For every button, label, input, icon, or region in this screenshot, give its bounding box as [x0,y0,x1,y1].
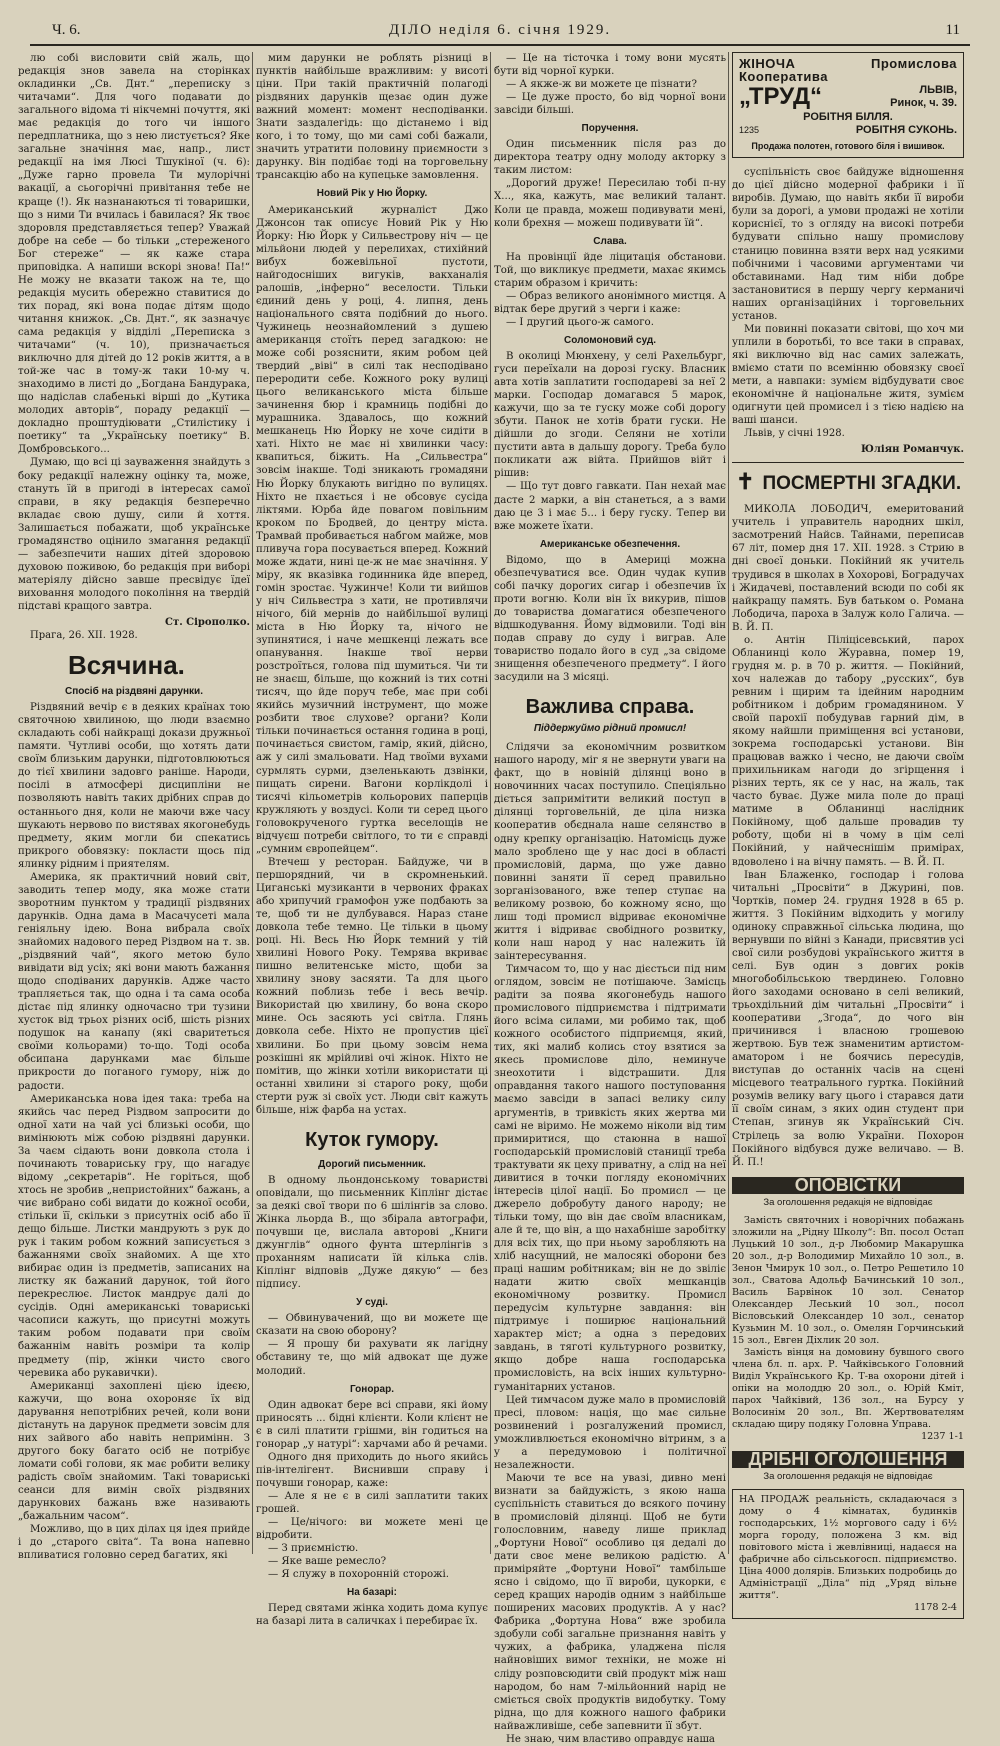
column-divider [490,52,491,1554]
article-paragraph: Можливо, що в цих ділах ця ідея прийде і до „старого світа“. Та вона напевно впливатися головно серед багатих, які [18,1524,250,1562]
article-paragraph: — Яке ваше ремесло? [268,1556,387,1568]
article-paragraph: — Але я не є в силі заплатити таких грошей. [256,1490,488,1515]
notices-banner: ОПОВІСТКИ [732,1177,964,1194]
ad-service-row [739,124,957,137]
article-paragraph: Маючи те все на увазі, дивно мені визнати за байдужість, з якою наша суспільність ставиться до всякого почину в промисловій ділянці. Щоб не бути голословним, наведу лише приклад „Фортуни Нової“ особливо ця дедалі до дати своє мене великою радістю. А приміряйте „Фортуни Нової“ тамбільше ясно і свідомо, що її вироби, цукорки, є серед кращих народів одним з найбільше поширених масових продуктів. А у нас? Фабрика „Фортуна Нова“ вже зробила здобули собі загальне признання навіть у чужих, а фабрика, уладжена після найновіших вимог техніки, не може ні сліду розповсюдити свій продукт між наш народом, бо нам 7-мільйонний нарід не сміється своїх продуктів видобутку. Тому рідна, що для кожного нашого фабрики найважливіше, себе запевнити її збут. [494,1472,726,1732]
masthead-date: ДІЛО неділя 6. січня 1929. [388,22,612,38]
ad-street: Ринок, ч. 39. [890,97,957,110]
article-paragraph: — І другий цього-ж самого. [506,316,654,328]
article-paragraph: Відомо, що в Америці можна обезпечуватися все. Один чудак купив собі пачку дорогих сигар і обезпечив їх проти вогню. Коли він їх викурив, пішов до товариства домагатися обезпеченого відшкодування. Йому відмовили. Тоді він подав справу до суду і виграв. Але товариство подало його в суд „за свідоме знищення обезпеченого предмету“. І його засудили на 3 місяці. [494,554,726,684]
article-paragraph: „Дорогий друже! Пересилаю тобі п-ну Х..., яка, кажуть, має великий талант. Коли це правда, можеш подивувати мені, коли брехня — можеш подивувати їй“. [494,178,726,229]
ad-address [890,84,957,110]
article-paragraph: Америка, як практичний новий світ, заводить тепер моду, яка може стати зворотним пунктом у традиції різдвяних дарунків. Одна дама в Масачусеті мала геніяльну ідею. Вона вибрала своїх знайомих надового перед Різдвом на т. зв. „різдвяний чай“, якого метою було вивідати від усіх; які вони мають бажання щодо сподіваних дарунків. Адже часто трапляється так, що одна і та сама особа дістає під ялинку одночасно три тузини хусток від трьох різних осіб, шість різних подушок на канапу (які сваритеться своїми кольорами) то-що. Тоді особа обсипана дарунками має більше прикрости до поганого гумору, ніж до радости. [18,871,250,1092]
section-title: Куток гумору. [305,1128,439,1151]
obituary-entry: о. Антін Піліцісевський, парох Обланинці коло Журавна, помер 19, грудня м. р. в 70 р. життя. — Покійний, хоч належав до табору „русских“, був ревним і щирим та ідейним народним робітником і добрим громадянином. У своїй парохії побудував гарний дім, в якому найшли приміщення всі установи, зокрема господарські установи. Він працював важко і чесно, не даючи своїм прихильникам нагоди до згірщення і різних терть, як се у нас, на жаль, так часто буває. Дуже мила поле до праці матиме в Обланинці наслідник Покійному, щоб дальше провадив ту роботу, щоби ні в чому в цім селі Покійний, у найчеснішім примірах, вдоволено і на вічну память. — В. Й. П. [732,634,964,868]
cross-icon: ✝ [736,469,755,495]
article-subtitle: На базарі: [346,1587,398,1599]
notices-disclaimer: За оголошення редакція не відповідає [763,1196,933,1208]
ad-title: ЖІНОЧА Промислова Кооператива [739,56,957,85]
article-subtitle: Дорогий письменник. [318,1158,426,1170]
article-paragraph: Американська нова ідея така: треба на якийсь час перед Різдвом запросити до одної хати на чай усі близькі особи, що вимінюють між собою різдвяні дарунки. За чаєм сідають вони довкола стола і починають товариську гру, що нагадує відому „секретарів“. Не горіться, щоб хтось не зробив „непристойних“ бажань, а чиє вибрано собі видати до кожної особи, стільки її, скільки з присутніх осіб або її дещо більше. Листки мандрують з рук до рук і таким робом кожний записується з бажаннями своїх знайомих. А ще хто вибирає один із предметів, записаних на листку як бажаний дарунок, той його перекреслює. Листок мандрує далі до сусідів. Одні американські товариські часописи кажуть, що присутні можуть таким робом подавати при своїм бажаннім навіть розміри та колір предмету (пір, жінки чисто свого черевика або рукавички). [18,1093,250,1379]
article-paragraph: На провінції йде ліцитація обстанови. Той, що викликує предмети, махає якимсь старим образом і кричить: [494,251,726,289]
article-paragraph: Одного дня приходить до нього якийсь пів-інтелігент. Виснивши справу і почувши гонорар, каже: [256,1451,488,1489]
obituary-entry: Іван Блаженко, господар і голова читальні „Просвіти“ в Джурині, пов. Чортків, помер 24. грудня 1928 в 65 р. життя. З Покійним відходить у могилу одиноку справжньої сільська людина, що вернувши по війні з Канади, присвятив усі свої сили розбудові українського життя в селі. Був один з довгих років многобобільською твердинею. Головно його заходами основано в селі великий, трьохдільний дім читальні „Просвіти“ і кооперативи „Згода“, до чого він причинився і власною грошевою жертвою. Був теж знаменитим артистом-аматором і не боячись пересудів, виступав до останніх часів на сцені місцевого театрального гуртка. Покійний розумів велику вагу цього і старався дати її своїм синам, з яких один студент при Степан, згинув як Український Січ. Стрілець за волю України. Похорон Покійного відбувся дуже величаво. — В. Й. П.! [732,869,964,1168]
article-paragraph: — Обвинувачений, що ви можете ще сказати на свою оборону? [256,1313,488,1338]
ad-brand: „ТРУД“ [739,83,823,111]
article-paragraph: Слідячи за економічним розвитком нашого народу, міг я не звернути уваги на факт, що в новіній ділянці воно в новочинних часах поступило. Спеціяльно діється запримітити великий поступ в ділянці торговельній, де ціла низка кооператив обєднала наше селянство в одну крепку організацію. Натомісць дуже мало зроблено ще у нас досі в області промисловій, дарма, що уже давно повинні заняти її серед правильно зорганізованого, вже тепер ступає на великому розвою, бо кожному ясно, що лиш тоді промисл відриває економічне життя і відриває свобідного розвитку, коли наш народ у нас належить їй заінтересування. [494,742,726,962]
article-paragraph: — Я прошу би рахувати як лагідну обставину те, що мій адвокат ще дуже молодий. [256,1339,488,1377]
ad-service: РОБІТНЯ СУКОНЬ. [855,124,957,137]
ad-service: РОБІТНЯ БІЛЛЯ. [803,111,893,124]
article-paragraph: — Це дуже просто, бо від чорної вони завсіди більші. [494,92,726,117]
classifieds-banner: ДРІБНІ ОГОЛОШЕННЯ [732,1451,964,1468]
article-subtitle: У суді. [356,1297,388,1309]
article-paragraph: суспільність своє байдуже відношення до цієї дійсно модерної фабрики і її виробів. Думаю, що навіть якби її вироби були за дорогі, а умови продажі не хотіли кориснієї, то з огляду на високі потреби будувати спільно нашу промислову станицю повинна взяти верх над усякими побічними і часовими аргументами чи обставинами. Над тим ніби добре застановитися в першу чергу керманичі наших організаційних і торговельних устанoв. [732,167,964,322]
article-paragraph: В одному льондонському товаристві оповідали, що письменник Кіплінг дістає за деякі свої твори по 6 шілінгів за слово. Жінка льорда В., що збірала автографи, почувши це, вислала авторові „Книги джунглів“ одного фунта штерлінгів з проханням написати їй кілька слів. Кіплінг відповів „Дуже дякую“ — без підпису. [256,1174,488,1291]
obituary-entry: МИКОЛА ЛОБОДИЧ, емеритований учитель і управитель народних шкіл, засмотрений Найсв. Тайнами, переписав 67 літ, помер дня 17. XII. 1928. з Стрию в дні своєї доньки. Покійний як учитель трудився в школах в Хохорові, Боградучах і Жидачеві, поставлений всюди по собі як найкращу память. Був батьком о. Романа Лободича, пароха в Залуж коло Галича. — В. Й. П. [732,504,964,633]
ad-brand-row [739,83,957,111]
dateline: Прага, 26. XII. 1928. [30,630,138,642]
article-subtitle: Новий Рік у Ню Йорку. [316,188,428,200]
column-divider [728,52,729,1554]
author-signature: Ст. Сірополко. [165,617,250,629]
classified-number: 1178 2-4 [914,1601,957,1613]
article-paragraph: Думаю, що всі ці зауваження знайдуть з боку редакції належну оцінку та, може, стануть їй в пригоді в інтересах самої справи, в яку редакція безперечно вкладає свою душу, сили й хоття. Залишається побажати, щоб українське громадянство оцінило змагання редакції — забезпечити наших дітей здоровою духовою поживою, бо редакція при виборі матеріялу дійсно завше пресвідує їдеї виховання молодого покоління на твердій підставі кращого завтра. [18,457,250,612]
article-subtitle: Спосіб на різдвяні дарунки. [65,686,203,698]
advertisement-trud [732,52,964,158]
article-paragraph: — Що тут довго гавкати. Пан нехай має дасте 2 марки, а він станеться, а з вами даю це 3 і має 5... і беру гуску. Тепер ви вже можете їхати. [494,481,726,532]
column-1 [18,52,250,1562]
article-paragraph: Цей тимчасом дуже мало в промисловій пресі, пловом: нація, що має сильне розвинений і розгалужений промисл, уможливлюється економічно вітринм, з a y a передумовою і політичної незалежности. [494,1394,726,1471]
classifieds-disclaimer: За оголошення редакція не відповідає [763,1470,933,1482]
article-paragraph: Американський журналіст Джо Джонсон так описує Новий Рік у Ню Йорку: Ню Йорк у Сильвестрову ніч — це мільйони людей у перелихах, стихійний вибух божевільної пустоти, найгодосніших вигуків, вакханалія ралошів, „інферно“ веселости. Тільки єдиний день у році, 4. липня, день національного свята подібний до нього. Чужинець неознайомлений з душею американця стоїть перед загадкою: не може собі розяснити, яким робом цей твердий „віві“ в силі так несподівано переродити себе. Кожного року вулиці цього великанського міста більше зачинення бюр і крамниць подібні до мурашника. Здавалось, що кожний мешканець Ню Йорку не хоче сидіти в хаті. Ніхто не має ні хвилинки часу: квапиться, біжить. На „Сильвестра“ зовсім інакше. Тоді зникають громадяни Ню Йорку блукають вигідно по вулицях. Ніхто не пхається і не обсовує сусіда ліктями. Юрба йде повагом повільним кроком по Бродвей, до центру міста. Трамвай пробивається набгом майже, мов пливуча гора посувається вперед. Кожний може ждати, нині це-ж не має значіння. У міру, як вказівка годинника йде вперед, гомін зростає. Чужинче! Коли ти вийшов у ніч Сильвестра з хати, не противлячи нічого, бій мернів до найбільшої вулиці міста в Ню Йорку та, нічого не зупинятися, і наче мешкенці лежать все опанування. Інакше твої нерви розстроїться, голова під шумиться. Чи ти не знаєш, більше, що кожний із тих сотні тисяч, що йде поруч тебе, має при собі якийсь музичний інструмент, що може розбити твоє слухове? органи? Коли тільки починається остання година в році, починається свистом, гамір, який, дійсно, аж у силі змальовати. Над твоїми вухами сурмлять сурми, дзеленькають дзвінки, пищать сирени. Вагони корлікдолі і тисячі кільометрів кольорових паперців кружляють у воздусі. Коли ти серед цього головокрученого гуртка веселощів не відчуєш потреби світлого, то ти є справді „сумним європейцем“. [256,204,488,855]
author-signature: Юліян Романчук. [860,444,964,456]
section-title: Всячина. [68,650,185,681]
article-subtitle: Піддержуймо рідний промисл! [533,723,687,735]
article-paragraph: Не знаю, чим властиво оправдує наша [506,1733,715,1745]
article-paragraph: Різдвяний вечір є в деяких країнах тою святочною хвилиною, що люди взаємно складають собі найкращі докази дружньої памяти. Чутливі особи, що хотять дати своїм близьким дарунки, підготовлюються до тієї хвилини задовго раніше. Народи, посілі в атмосфері дисципліни не позволяють навіть таких дрібних справ до останнього дня, коли не маючи вже часу шукають нервово по вистявах якогонебудь предмету, яким могли би спекатись прикрого обовязку: покласти щось під ялинку рідним і приятелям. [18,702,250,870]
article-subtitle: Соломоновий суд. [563,334,657,346]
notice-number: 1237 1-1 [921,1430,964,1442]
article-paragraph: Американці захоплені цією ідеєю, кажучи, що вона охороняє їх від дарування непотрібних речей, коли вони дістануть на дарунок предмети зовсім для них зайвого або навіть непримінн. З другого боку багато осіб не потрібує ломати собі голови, як має робити велику радість своїм знайомим. Такі товариські сеанси для вимін своїх різдвяних дарункових бажань вже називають „бажальним часом“. [18,1380,250,1523]
article-paragraph: Ми повинні показати світові, що хоч ми уплили в боротьбі, то все таки в справах, які виключно від нас самих залежать, вміємо стати по всемінню обовязку своєї мети, а навпаки: зумієм відбудувати своє економічне й національне житя, зумієм одигнути цей промисел і з тією надією на ваші шанси. [732,323,964,427]
article-paragraph: Перед святами жінка ходить дома купує на базарі лита в саличках і перебирає їх. [256,1603,488,1628]
divider [732,462,964,463]
page-number: 11 [945,22,960,38]
ad-number: 1235 [739,125,760,136]
page-header [30,18,970,46]
article-subtitle: Гонорар. [350,1383,394,1395]
notice-entry: Замість святочних і новорічних побажань зложили на „Рідну Школу“: Вп. посол Остап Луцький 10 зол., д-р Любомир Макарушка 20 зол., д-р Володимир Михайло 10 зол., в. Зенон Чмирук 10 зол., о. Петро Решетило 10 зол., Сватова Адольф Бачинський 10 зол., Василь Барвінок 10 зол. Сенатор Олександер Леський 10 зол., посол Вісловський Олександер 10 зол., сенатор Кузьмин М. 10 зол., о. Омелян Горчинський 15 зол., Евген Діхлик 20 зол. [732,1214,964,1346]
obituary-heading [732,469,964,497]
article-paragraph: Один письменник після раз до директора театру одну молоду акторку з таким листом: [494,139,726,177]
article-paragraph: мим дарунки не роблять різниці в пунктів найбільше вражливим: у висоті ціни. При такій практичній полагоді різдвяних дарунків щезає один дуже важний момент: момент несподіванки. Знати заздалегідь: що дістанемо і від кого, і то тому, що ми самі собі бажали, значить утратити половину приємности з дарунку. Він подібає тоді на торговельну трансакцію або на купецьке замовлення. [256,53,488,182]
column-divider [252,52,253,1554]
article-subtitle: Слава. [593,235,627,247]
article-paragraph: Тимчасом то, що у нас дієстьси під ним оглядом, зовсім не потішаюче. Замісць радіти за поява якогонебудь нашого промислового підприємства і підтримати його всіма силами, ми робимо так, щоб кожного особистого підприємця, який, тих, які малиб колись стоу взятися за якесь промислове діло, неминуче знеохотити і відстрашити. Для оправдання такого нашого поступовання маємо завсіди в запасі велику силу аргументів, в тривкість яких жертва ми самі не віримо. Не можемо ніколи від тим примиритися, що стаюнна в нашої господарській промисловій станиції треба трактувати як цеху приватну, а слід на неї дивитися в точки погляду економічних інтересів цілої нації. Бо промисл — це джерело добробуту даного народу; не тільки тому, що він дає своїм власникам, але й те, що він, а що нахабніше заробітку для всіх тих, що при ньому заробляють на хліб насущний, не малосякі оборони без праці нашим робітникам; він не до звіліє надати житю своїх мешканців економічному розвитку. Промисл передусім культурне завдання: він підтримує і поширює національний характер міст; а одна з передових завдань, в тяготі культурного розвитку, якщо добре наша господарська промисловість, на всіх інших культурно-гуманітарних установ. [494,964,726,1393]
notice-entry: Замість вінця на домовину бувшого свого члена бл. п. арх. Р. Чайківського Головний Виділ Українського Кр. Т-ва охорони дітей і опіки на молоддю 20 зол., о. Юрій Кміт, парох Чайківий, 136 зол., на Бурсу у Волосинім 20 зол., Вп. Жертвователям складаю щиру подяку Головна Управа. [732,1346,964,1430]
section-title: Важлива справа. [525,696,695,719]
column-4 [732,52,964,1613]
article-subtitle: Американське обезпечення. [539,538,681,550]
dateline: Львів, у січні 1928. [744,428,845,440]
article-paragraph: В околиці Мюнхену, у селі Рахельбург, гуси переїхали на дорозі гуску. Власник авта хотів заплатити господареві за неї 2 марки. Господар домагався 5 марок, кажучи, що за те гуску може собі дорогу збути. Панок не хотів брати гуски. Не дійшли до згоди. Селяни не хотіли пустити авта в дальшу дорогу. Треба було покликати аж війта. Прийшов війт і рішив: [494,350,726,480]
article-paragraph: — Образ великого анонімного мистця. А відтак бере другий з черги і каже: [494,290,726,315]
column-2 [256,52,488,1628]
article-paragraph: Втечеш у ресторан. Байдуже, чи в першорядний, чи в скромненький. Циганські музиканти в червоних фраках або хрипучий грамофон уже подбають за те, щоб ти не дулбувався. Нараз стане довкола тебе темно. Це тільки в цьому році. Ні. Весь Ню Йорк темний у тій хвилині Нового Року. Темрява вкриває пишно велитенське місто, щоби за хвилину знову засяяти. Та для цього кожний поблизь тебе і весь вечір. Використай цю хвилину, бо вона скоро мине. Ось засяють усі світла. Глянь довкола себе. Ніхто не пропустив цієї хвилини. Бо при цьому зовсім нема розкішні як мрійливі очі жінок. Ніхто не помітив, що жінки хотіли використати ці останні хвилини зі старого року, щоби стерти руж зі своїх уст. Люди світ кажуть більше, ніж фарба на устах. [256,856,488,1116]
ad-tagline: Продажа полотен, готового біля і вишивок. [751,141,945,152]
classified-text: НА ПРОДАЖ реальність, складаючася з дому о 4 кімнатах, будинків господарських, 1½ моргового саду і 6½ морга городу, положена 3 км. від повітового міста і жевлівниці, надаєся на фабричне або сільськогосп. підприємство. Ціна 4000 долярів. Близьких подробиць до Адміністрації „Діла“ під „Уряд вільне життя“. [739,1493,957,1601]
issue-number: Ч. 6. [52,22,81,38]
obituary-title: ПОСМЕРТНІ ЗГАДКИ. [762,473,962,495]
article-paragraph: лю собі висловити свій жаль, що редакція знов завела на сторінках окладинки „Св. Днт.“ „переписку з читачами“. Для чого подавати до загального відома ті нікчемні почуття, які має редакція до того чи іншого передплатника, що з нею листується? Яке загальне значіння має, напр., лист редакції на імя Люсі Тшукіної (ч. 6): „Дуже гарно провела Ти мулорічні вакації, а сьогорічні привітання тебе не краще (!). Як назнанаються ті товаришки, що з ними Ти вчилась і бавилася? Як твоє здоровля представляється тепер? Уважай добре на себе — бо тільки „стереженого Бог стереже“ — як каже стара приповідка. А напиши вскорі знова! Па!“ Не можу не вказати також на те, що редакція мусить обережно ставитися до тих порад, які вона подає дітям щодо читання книжок. „Св. Днт.“, як зазначує сама редакція у відділі „Переписка з читачами“ (ч. 10), призначається виключно для дітей до 12 років життя, а в той-же час в тому-ж таки 10-му ч. знаходимо в листі до „Богдана Бандурака, що надіслав слабенькі вірші до „Кутика молодих авторів“, пораду редакції — докладно проштудіювати „Стилістику і поетику“ та „Українську поетику“ В. Домбровського... [18,53,250,456]
column-3 [494,52,726,1745]
article-paragraph: Один адвокат бере всі справи, які йому приносять ... бідні клієнти. Коли клієнт не є в силі платити грішми, він годиться на гонорар „у натурі“: харчами або й речами. [256,1399,488,1450]
article-paragraph: — Це на тісточка і тому вони мусять бути від чорної курки. [494,53,726,78]
classified-ad [732,1489,964,1619]
article-paragraph: — З приємністю. [268,1543,359,1555]
article-paragraph: — Я служу в похоронній сторожі. [268,1569,449,1581]
article-subtitle: Поручення. [581,123,639,135]
ad-city: ЛЬВІВ, [919,84,957,97]
article-paragraph: — А якже-ж ви можете це пізнати? [506,79,697,91]
article-paragraph: — Це/нічого: ви можете мені це відробити. [256,1517,488,1542]
